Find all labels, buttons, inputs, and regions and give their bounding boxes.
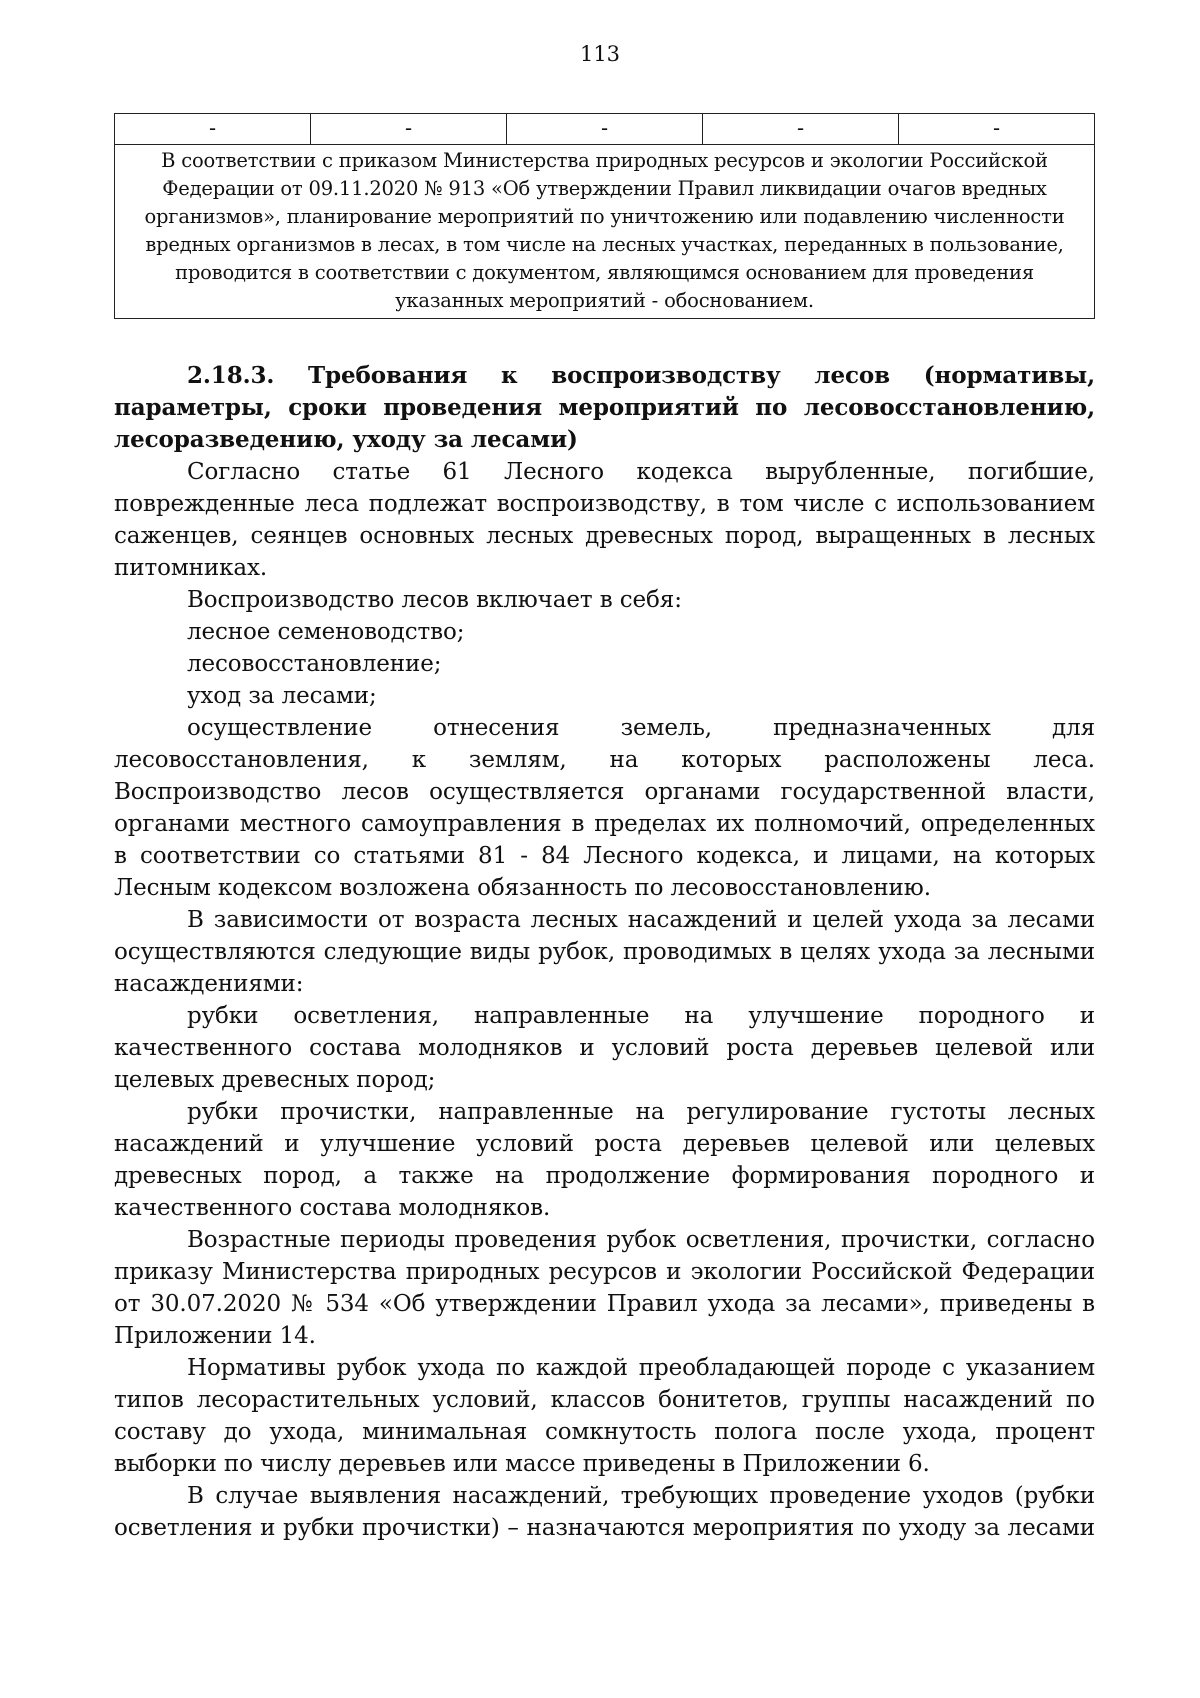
table-note-row	[115, 145, 1095, 319]
page-number: 113	[579, 42, 621, 66]
paragraph: Воспроизводство лесов включает в себя:	[187, 587, 682, 613]
section-heading: 2.18.3. Требования к воспроизводству лесов (нормативы, параметры, сроки проведения мероприятий по лесовосстановлению, лесоразведению, уходу за лесами)	[114, 362, 1095, 453]
paragraph: Согласно статье 61 Лесного кодекса вырубленные, погибшие, поврежденные леса подлежат воспроизводству, в том числе с использованием саженцев, сеянцев основных лесных древесных пород, выращенных в лесных питомниках.	[114, 459, 1095, 581]
list-item: уход за лесами;	[187, 683, 377, 709]
section-content	[114, 360, 1095, 1544]
paragraph: В случае выявления насаждений, требующих проведение уходов (рубки осветления и рубки прочистки) – назначаются мероприятия по уходу за лесами	[114, 1483, 1095, 1541]
list-item: рубки прочистки, направленные на регулирование густоты лесных насаждений и улучшение условий роста деревьев целевой или целевых древесных пород, а также на продолжение формирования породного и качественного состава молодняков.	[114, 1099, 1095, 1221]
table-note: В соответствии с приказом Министерства природных ресурсов и экологии Российской Федерации от 09.11.2020 № 913 «Об утверждении Правил ликвидации очагов вредных организмов», планирование мероприятий по уничтожению или подавлению численности вредных организмов в лесах, в том числе на лесных участках, переданных в пользование, проводится в соответствии с документом, являющимся основанием для проведения указанных мероприятий - обоснованием.	[115, 145, 1095, 319]
paragraph: В зависимости от возраста лесных насаждений и целей ухода за лесами осуществляются следующие виды рубок, проводимых в целях ухода за лесными насаждениями:	[114, 907, 1095, 997]
list-item: рубки осветления, направленные на улучшение породного и качественного состава молодняков и условий роста деревьев целевой или целевых древесных пород;	[114, 1003, 1095, 1093]
table-cell: -	[507, 114, 703, 145]
table-cell: -	[115, 114, 311, 145]
top-table	[114, 113, 1095, 319]
table-cell: -	[899, 114, 1095, 145]
list-item: осуществление отнесения земель, предназначенных для лесовосстановления, к землям, на которых расположены леса. Воспроизводство лесов осуществляется органами государственной власти, органами местного самоуправления в пределах их полномочий, определенных в соответствии со статьями 81 - 84 Лесного кодекса, и лицами, на которых Лесным кодексом возложена обязанность по лесовосстановлению.	[114, 715, 1095, 901]
table-cell: -	[703, 114, 899, 145]
list-item: лесовосстановление;	[187, 651, 442, 677]
list-item: лесное семеноводство;	[187, 619, 465, 645]
table-cell: -	[311, 114, 507, 145]
table-row	[115, 114, 1095, 145]
paragraph: Нормативы рубок ухода по каждой преобладающей породе с указанием типов лесорастительных условий, классов бонитетов, группы насаждений по составу до ухода, минимальная сомкнутость полога после ухода, процент выборки по числу деревьев или массе приведены в Приложении 6.	[114, 1355, 1095, 1477]
paragraph: Возрастные периоды проведения рубок осветления, прочистки, согласно приказу Министерства природных ресурсов и экологии Российской Федерации от 30.07.2020 № 534 «Об утверждении Правил ухода за лесами», приведены в Приложении 14.	[114, 1227, 1095, 1349]
